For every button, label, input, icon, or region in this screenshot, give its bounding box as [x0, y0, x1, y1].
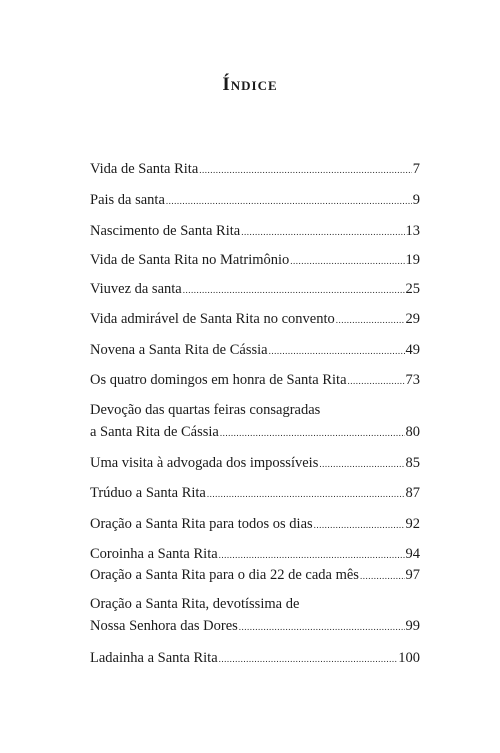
- toc-entry-page-number: 94: [405, 546, 420, 562]
- toc-entry[interactable]: [90, 251, 420, 273]
- toc-entry-line: [90, 222, 420, 244]
- toc-entry[interactable]: [90, 595, 420, 639]
- toc-entry[interactable]: [90, 341, 420, 363]
- toc-entry-line: [90, 310, 420, 332]
- dot-leader: [166, 192, 412, 210]
- dot-leader: [219, 546, 405, 564]
- toc-entry-line: [90, 280, 420, 302]
- toc-entry-line: [90, 484, 420, 506]
- toc-entry[interactable]: [90, 310, 420, 332]
- dot-leader: [183, 281, 405, 299]
- toc-entry-page-number: 49: [405, 342, 420, 358]
- toc-entry-line: [90, 160, 420, 182]
- toc-entry[interactable]: [90, 401, 420, 445]
- toc-entry-page-number: 92: [405, 516, 420, 532]
- toc-entry-page-number: 80: [405, 424, 420, 440]
- toc-entry[interactable]: [90, 222, 420, 244]
- toc-entry-title: Os quatro domingos em honra de Santa Rita: [90, 372, 347, 388]
- toc-entry-title: Vida de Santa Rita no Matrimônio: [90, 252, 290, 268]
- toc-entry-page-number: 99: [405, 618, 420, 634]
- toc-entry-title: Oração a Santa Rita para o dia 22 de cada mês: [90, 567, 359, 583]
- toc-entry-line: [90, 423, 420, 445]
- toc-entry-line: [90, 251, 420, 273]
- toc-entry-page-number: 73: [405, 372, 420, 388]
- dot-leader: [199, 161, 411, 179]
- toc-entry-line: [90, 649, 420, 671]
- toc-entry-title: Vida admirável de Santa Rita no convento: [90, 311, 335, 327]
- toc-entry[interactable]: [90, 484, 420, 506]
- toc-entry-page-number: 29: [405, 311, 420, 327]
- dot-leader: [207, 485, 405, 503]
- dot-leader: [290, 252, 404, 270]
- toc-entry-title: Trúduo a Santa Rita: [90, 485, 206, 501]
- toc-entry-line: [90, 595, 420, 617]
- toc-entry-title: Devoção das quartas feiras consagradas: [90, 402, 321, 418]
- toc-entry-line: [90, 617, 420, 639]
- toc-entry-title: Ladainha a Santa Rita: [90, 650, 218, 666]
- toc-entry-line: [90, 545, 420, 567]
- toc-entry-title: a Santa Rita de Cássia: [90, 424, 219, 440]
- dot-leader: [220, 424, 405, 442]
- toc-entry[interactable]: [90, 454, 420, 476]
- toc-entry-page-number: 9: [412, 192, 420, 208]
- toc-entry-title: Novena a Santa Rita de Cássia: [90, 342, 268, 358]
- toc-entry-title: Nossa Senhora das Dores: [90, 618, 238, 634]
- toc-entry-title: Vida de Santa Rita: [90, 161, 199, 177]
- toc-entry[interactable]: [90, 545, 420, 567]
- page-title: Índice: [222, 74, 278, 95]
- toc-entry-page-number: 87: [405, 485, 420, 501]
- toc-entry-title: Coroinha a Santa Rita: [90, 546, 218, 562]
- toc-entry[interactable]: [90, 566, 420, 588]
- toc-entry[interactable]: [90, 160, 420, 182]
- toc-entry-line: [90, 566, 420, 588]
- toc-entry[interactable]: [90, 371, 420, 393]
- dot-leader: [241, 223, 404, 241]
- toc-entry-title: Oração a Santa Rita para todos os dias: [90, 516, 313, 532]
- toc-entry[interactable]: [90, 191, 420, 213]
- dot-leader: [360, 567, 405, 585]
- toc-entry[interactable]: [90, 515, 420, 537]
- dot-leader: [314, 516, 405, 534]
- toc-entry-line: [90, 454, 420, 476]
- toc-entry-page-number: 13: [405, 223, 420, 239]
- dot-leader: [319, 455, 404, 473]
- toc-entry-line: [90, 401, 420, 423]
- toc-entry-title: Pais da santa: [90, 192, 165, 208]
- toc-entry-line: [90, 341, 420, 363]
- toc-entry-title: Oração a Santa Rita, devotíssima de: [90, 596, 300, 612]
- dot-leader: [336, 311, 405, 329]
- toc-entry-line: [90, 371, 420, 393]
- dot-leader: [348, 372, 405, 390]
- dot-leader: [269, 342, 405, 360]
- toc-entry-page-number: 25: [405, 281, 420, 297]
- toc-entry-page-number: 19: [405, 252, 420, 268]
- toc-entry-page-number: 97: [405, 567, 420, 583]
- toc-entry-page-number: 85: [405, 455, 420, 471]
- dot-leader: [219, 650, 398, 668]
- toc-entry-title: Viuvez da santa: [90, 281, 182, 297]
- toc-entry-title: Uma visita à advogada dos impossíveis: [90, 455, 319, 471]
- toc-entry-page-number: 100: [398, 650, 420, 666]
- toc-entry-line: [90, 515, 420, 537]
- toc-entry-page-number: 7: [412, 161, 420, 177]
- toc-entry-title: Nascimento de Santa Rita: [90, 223, 241, 239]
- toc-entry[interactable]: [90, 280, 420, 302]
- toc-entry[interactable]: [90, 649, 420, 671]
- dot-leader: [239, 618, 405, 636]
- toc-entry-line: [90, 191, 420, 213]
